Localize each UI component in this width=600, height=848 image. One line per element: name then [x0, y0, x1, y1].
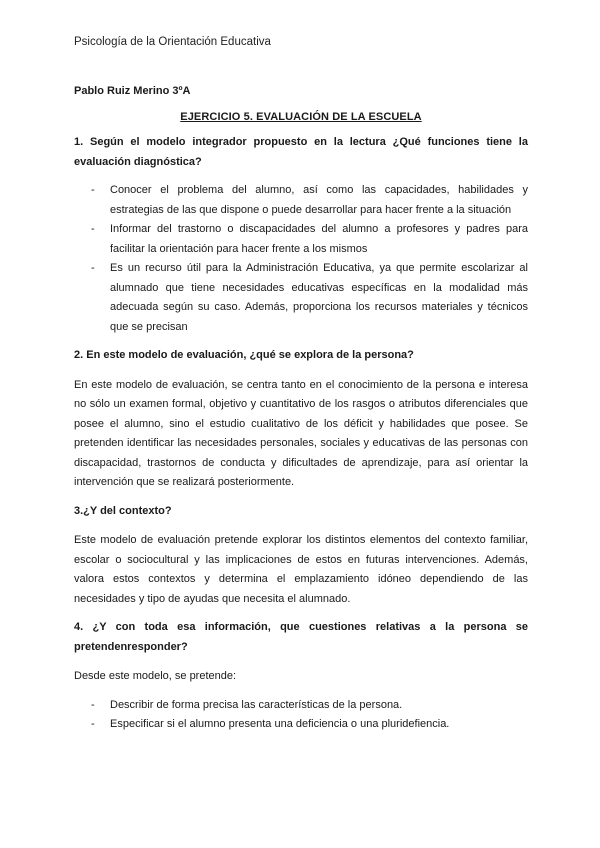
- question-3: 3.¿Y del contexto?: [74, 504, 172, 517]
- question-4-list: [74, 696, 528, 735]
- question-2: 2. En este modelo de evaluación, ¿qué se explora de la persona?: [74, 349, 414, 361]
- list-item: - Es un recurso útil para la Administración Educativa, ya que permite escolarizar al alumnado que tiene necesidades educativas específicas en la modalidad más adecuada según su caso. Además, proporciona los recursos materiales y técnicos que se precisan: [74, 259, 528, 337]
- answer-3: Este modelo de evaluación pretende explorar los distintos elementos del contexto familiar, escolar o sociocultural y las implicaciones de estos en futuras intervenciones. Además, valora estos contextos y determina el emplazamiento idóneo dependiendo de las necesidades y tipo de ayudas que necesita el alumnado.: [74, 534, 528, 605]
- running-header: Psicología de la Orientación Educativa: [74, 36, 271, 48]
- exercise-title: EJERCICIO 5. EVALUACIÓN DE LA ESCUELA: [180, 110, 422, 123]
- list-item: - Informar del trastorno o discapacidades del alumno a profesores y padres para facilitar la orientación para hacer frente a los mismos: [74, 220, 528, 259]
- author-line: Pablo Ruiz Merino 3ºA: [74, 85, 191, 97]
- list-item: - Conocer el problema del alumno, así como las capacidades, habilidades y estrategias de las que dispone o puede desarrollar para hacer frente a la situación: [74, 181, 528, 220]
- list-item: - Especificar si el alumno presenta una deficiencia o una pluridefiencia.: [74, 715, 528, 735]
- list-item: - Describir de forma precisa las características de la persona.: [74, 696, 528, 716]
- question-4: 4. ¿Y con toda esa información, que cuestiones relativas a la persona se pretendenresponder?: [74, 621, 528, 653]
- document-body: [74, 82, 528, 744]
- question-1: 1. Según el modelo integrador propuesto en la lectura ¿Qué funciones tiene la evaluación diagnóstica?: [74, 136, 528, 168]
- answer-2: En este modelo de evaluación, se centra tanto en el conocimiento de la persona e interesa no sólo un examen formal, objetivo y cuantitativo de los rasgos o atributos diferenciales que posee el alumno, sino el estudio cualitativo de los déficit y habilidades que posee. Se pretenden identificar las necesidades personales, sociales y educativas de las personas con discapacidad, trastornos de conducta y dificultades de aprendizaje, para así orientar la intervención que se realizará posteriormente.: [74, 378, 528, 488]
- question-1-list: [74, 181, 528, 337]
- answer-4-intro: Desde este modelo, se pretende:: [74, 670, 237, 682]
